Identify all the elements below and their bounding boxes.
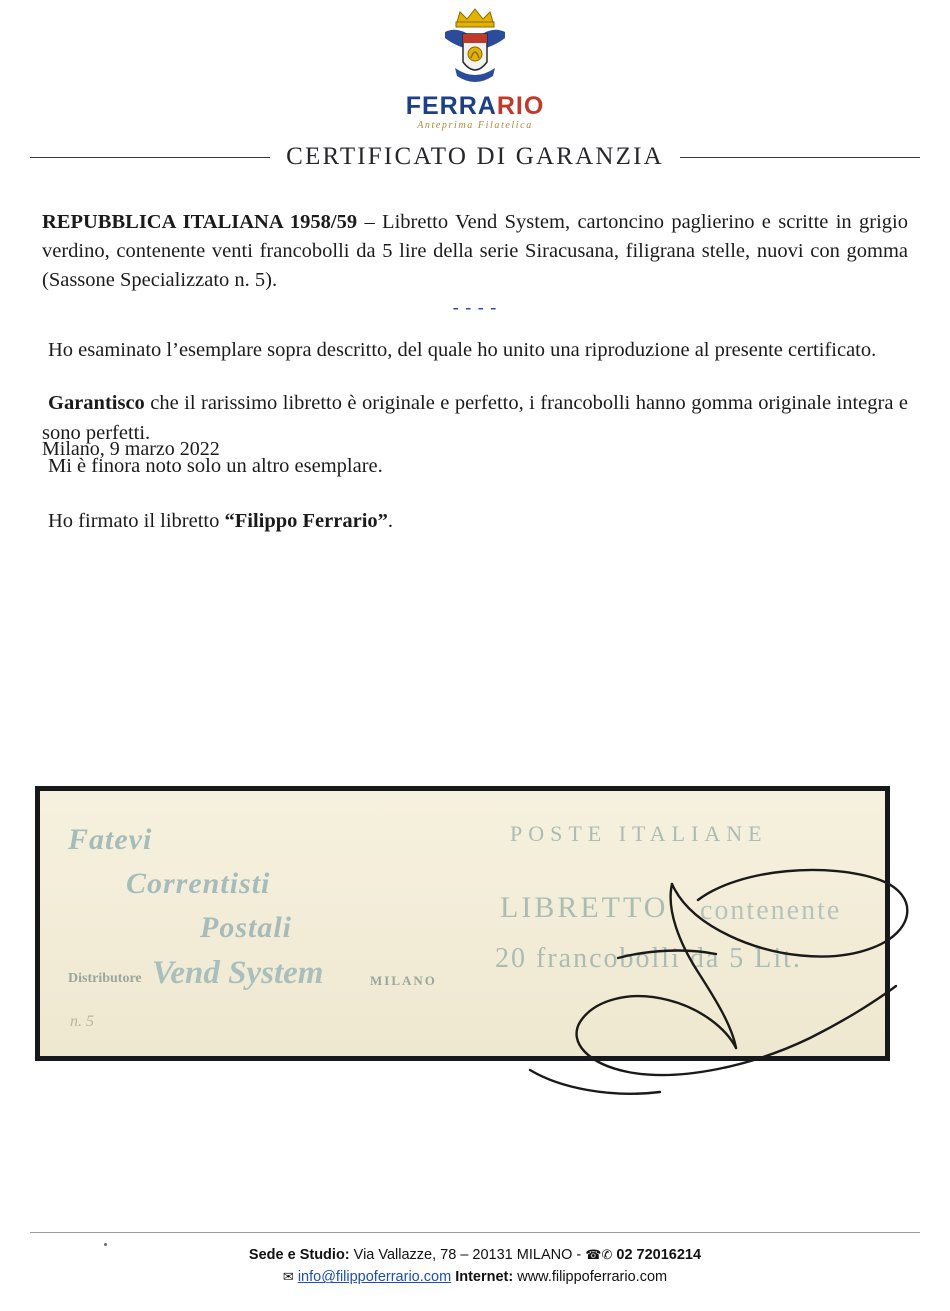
brand-last: RIO bbox=[496, 92, 545, 120]
brand-first: FERRA bbox=[405, 92, 497, 120]
studio-address: Via Vallazze, 78 – 20131 MILANO - bbox=[349, 1247, 586, 1263]
specimen-contenente: contenente bbox=[700, 895, 842, 926]
website-url[interactable]: www.filippoferrario.com bbox=[517, 1269, 668, 1286]
email-link[interactable]: info@filippoferrario.com bbox=[297, 1269, 452, 1286]
footer-line-1 bbox=[0, 1244, 950, 1266]
brand-tagline: Anteprima Filatelica bbox=[417, 120, 533, 131]
title-rule-left bbox=[30, 157, 270, 158]
specimen-city: MILANO bbox=[370, 973, 437, 988]
signed-name: “Filippo Ferrario” bbox=[224, 509, 388, 532]
letterhead bbox=[0, 6, 950, 131]
specimen-distributor-name: Vend System bbox=[152, 955, 324, 991]
footer bbox=[0, 1244, 950, 1289]
studio-label: Sede e Studio: bbox=[248, 1247, 350, 1263]
telephone-fax-icon: ☎✆ bbox=[585, 1247, 613, 1262]
item-description: – Libretto Vend System, cartoncino paglierino e scritte in grigio verdino, contenente venti francobolli da 5 lire della serie Siracusana, filigrana stelle, nuovi con gomma (Sassone Specializzato n. 5). bbox=[42, 211, 909, 292]
item-label: REPUBBLICA ITALIANA 1958/59 bbox=[42, 211, 358, 233]
certificate-body bbox=[42, 208, 908, 536]
heraldic-crest-icon bbox=[427, 6, 523, 92]
specimen-line-1: Fatevi bbox=[68, 823, 153, 856]
footer-line-2 bbox=[0, 1266, 950, 1288]
document-title-row bbox=[30, 143, 920, 171]
note-paragraph: Mi è finora noto solo un altro esemplare. bbox=[48, 454, 383, 477]
place-and-date: Milano, 9 marzo 2022 bbox=[42, 438, 220, 460]
specimen-pencil-mark: n. 5 bbox=[70, 1013, 94, 1030]
signed-paragraph bbox=[42, 507, 908, 536]
examined-paragraph: Ho esaminato l’esemplare sopra descritto, del quale ho unito una riproduzione al presente certificato. bbox=[48, 339, 877, 362]
guarantee-label: Garantisco bbox=[48, 392, 145, 415]
specimen-image bbox=[35, 786, 890, 1061]
item-description-paragraph bbox=[42, 208, 908, 295]
signed-suffix: . bbox=[387, 509, 394, 532]
internet-label: Internet: bbox=[455, 1269, 514, 1286]
guarantee-text: che il rarissimo libretto è originale e perfetto, i francobolli hanno gomma originale integra e sono perfetti. bbox=[42, 392, 908, 444]
section-divider: - - - - bbox=[452, 297, 498, 318]
envelope-icon: ✉ bbox=[282, 1269, 294, 1285]
title-rule-right bbox=[680, 157, 920, 158]
specimen-libretto: LIBRETTO bbox=[500, 891, 669, 924]
phone-number: 02 72016214 bbox=[616, 1247, 702, 1263]
page-title: CERTIFICATO DI GARANZIA bbox=[286, 143, 664, 170]
specimen-line-2: Correntisti bbox=[126, 867, 271, 900]
signed-prefix: Ho firmato il libretto bbox=[48, 509, 225, 532]
specimen-distributor-label: Distributore bbox=[68, 971, 142, 986]
specimen-quantity: 20 francobolli da 5 Lit. bbox=[495, 943, 802, 974]
specimen-line-3: Postali bbox=[200, 911, 293, 944]
footer-divider bbox=[30, 1232, 920, 1233]
brand-wordmark bbox=[0, 94, 950, 119]
specimen-poste-italiane: POSTE ITALIANE bbox=[510, 821, 768, 846]
